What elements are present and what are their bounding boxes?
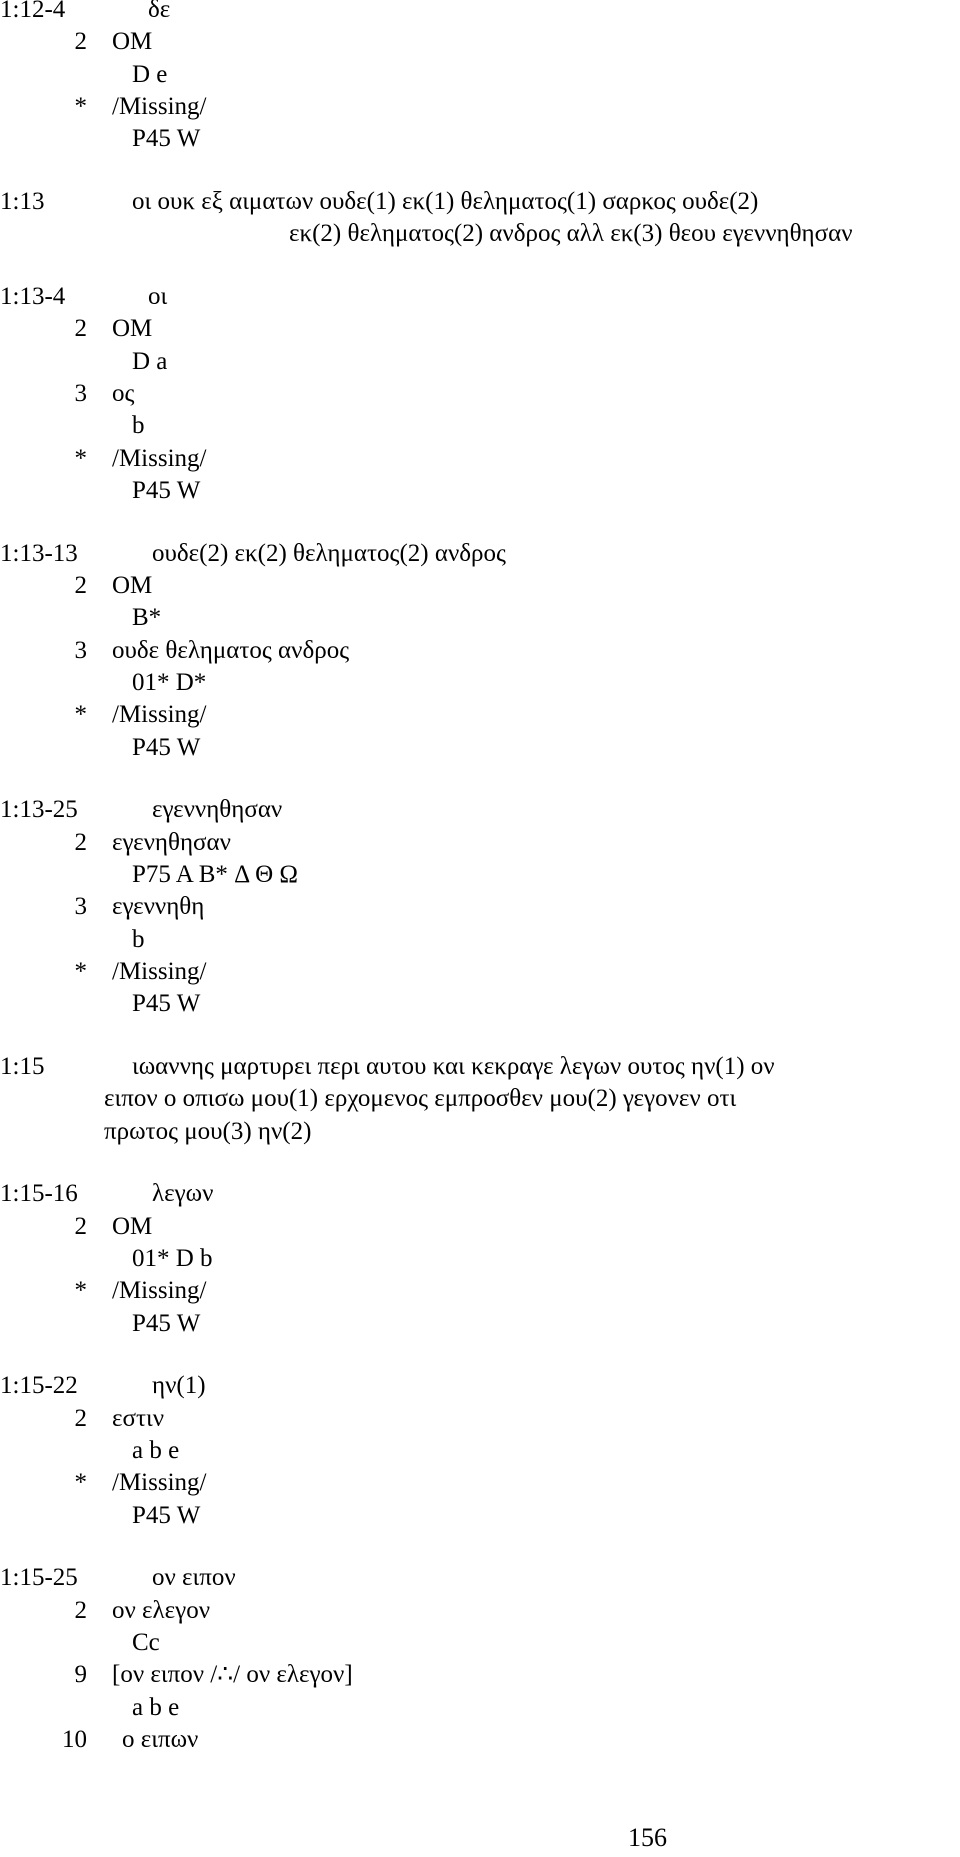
manuscript-list: P45 W <box>132 990 201 1018</box>
reading-text: εστιν <box>112 1404 165 1432</box>
entry-reference: 1:15-16 <box>0 1180 78 1208</box>
entry-reference: 1:15-25 <box>0 1564 78 1592</box>
reading-text: /Missing/ <box>112 1277 207 1305</box>
reading-number: 2 <box>74 828 87 856</box>
reading-number: 3 <box>74 380 87 407</box>
reading-number: * <box>74 1277 87 1305</box>
lemma-text: οι <box>148 283 168 311</box>
reading-text: OM <box>112 1212 153 1240</box>
lemma-text: ουδε(2) εκ(2) θεληματος(2) ανδρος <box>152 539 506 567</box>
reading-number: * <box>74 1469 87 1497</box>
entry-reference: 1:13-25 <box>0 796 78 824</box>
manuscript-list: Cc <box>132 1628 160 1656</box>
reading-number: 3 <box>74 893 87 921</box>
reading-text: /Missing/ <box>112 957 207 985</box>
lemma-text: λεγων <box>152 1180 214 1208</box>
reading-number: * <box>74 92 87 120</box>
manuscript-list: b <box>132 412 145 440</box>
reading-text: OM <box>112 28 153 56</box>
lemma-text: ον ειπον <box>152 1564 236 1592</box>
reading-text: ο ειπων <box>122 1725 199 1753</box>
entry-reference: 1:12-4 <box>0 0 66 23</box>
entry-reference: 1:13 <box>0 188 45 215</box>
page-number: 156 <box>628 1823 667 1852</box>
reading-number: 3 <box>74 636 87 664</box>
lemma-text: ην(1) <box>152 1372 206 1400</box>
reading-number: * <box>74 957 87 985</box>
entry-reference: 1:15 <box>0 1052 45 1080</box>
verse-text-line: ιωαννης μαρτυρει περι αυτου και κεκραγε λεγων ουτος ην(1) ον <box>132 1052 775 1080</box>
reading-text: εγεννηθη <box>112 893 205 921</box>
entry-reference: 1:13-13 <box>0 539 78 567</box>
reading-text: εγενηθησαν <box>112 828 231 856</box>
reading-number: 2 <box>74 1212 87 1240</box>
manuscript-list: b <box>132 925 145 953</box>
reading-text: /Missing/ <box>112 701 207 729</box>
manuscript-list: P45 W <box>132 1309 201 1337</box>
reading-text: ον ελεγον <box>112 1596 211 1624</box>
reading-number: 2 <box>74 572 87 599</box>
reading-number: 10 <box>62 1725 87 1753</box>
manuscript-list: P45 W <box>132 1501 201 1529</box>
reading-text: /Missing/ <box>112 1469 207 1497</box>
reading-number: * <box>74 444 87 472</box>
reading-text: ος <box>112 380 135 407</box>
manuscript-list: P45 W <box>132 733 201 761</box>
reading-text: OM <box>112 315 153 343</box>
reading-text: [ον ειπον /∴/ ον ελεγον] <box>112 1661 353 1689</box>
manuscript-list: 01* D b <box>132 1244 213 1272</box>
manuscript-list: P45 W <box>132 476 201 504</box>
verse-text-line: εκ(2) θεληματος(2) ανδρος αλλ εκ(3) θεου εγεννηθησαν <box>289 220 853 248</box>
reading-text: /Missing/ <box>112 444 207 472</box>
reading-number: 2 <box>74 1404 87 1432</box>
manuscript-list: B* <box>132 604 162 632</box>
manuscript-list: a b e <box>132 1436 180 1464</box>
verse-text-line: ειπον ο οπισω μου(1) ερχομενος εμπροσθεν μου(2) γεγονεν οτι <box>104 1085 737 1113</box>
lemma-text: δε <box>148 0 171 23</box>
reading-text: /Missing/ <box>112 92 207 120</box>
reading-number: * <box>74 701 87 729</box>
reading-text: ουδε θεληματος ανδρος <box>112 636 350 664</box>
manuscript-list: 01* D* <box>132 668 207 696</box>
reading-number: 9 <box>74 1661 87 1689</box>
reading-number: 2 <box>74 28 87 56</box>
reading-text: OM <box>112 572 153 599</box>
verse-text-line: πρωτος μου(3) ην(2) <box>104 1117 312 1145</box>
reading-number: 2 <box>74 315 87 343</box>
entry-reference: 1:13-4 <box>0 283 66 311</box>
manuscript-list: D a <box>132 347 168 375</box>
manuscript-list: P75 A B* Δ Θ Ω <box>132 860 298 888</box>
manuscript-list: a b e <box>132 1693 180 1721</box>
lemma-text: εγεννηθησαν <box>152 796 283 824</box>
reading-number: 2 <box>74 1596 87 1624</box>
verse-text-line: οι ουκ εξ αιματων ουδε(1) εκ(1) θεληματος(1) σαρκος ουδε(2) <box>132 188 759 215</box>
entry-reference: 1:15-22 <box>0 1372 78 1400</box>
manuscript-list: D e <box>132 60 168 88</box>
manuscript-list: P45 W <box>132 125 201 153</box>
